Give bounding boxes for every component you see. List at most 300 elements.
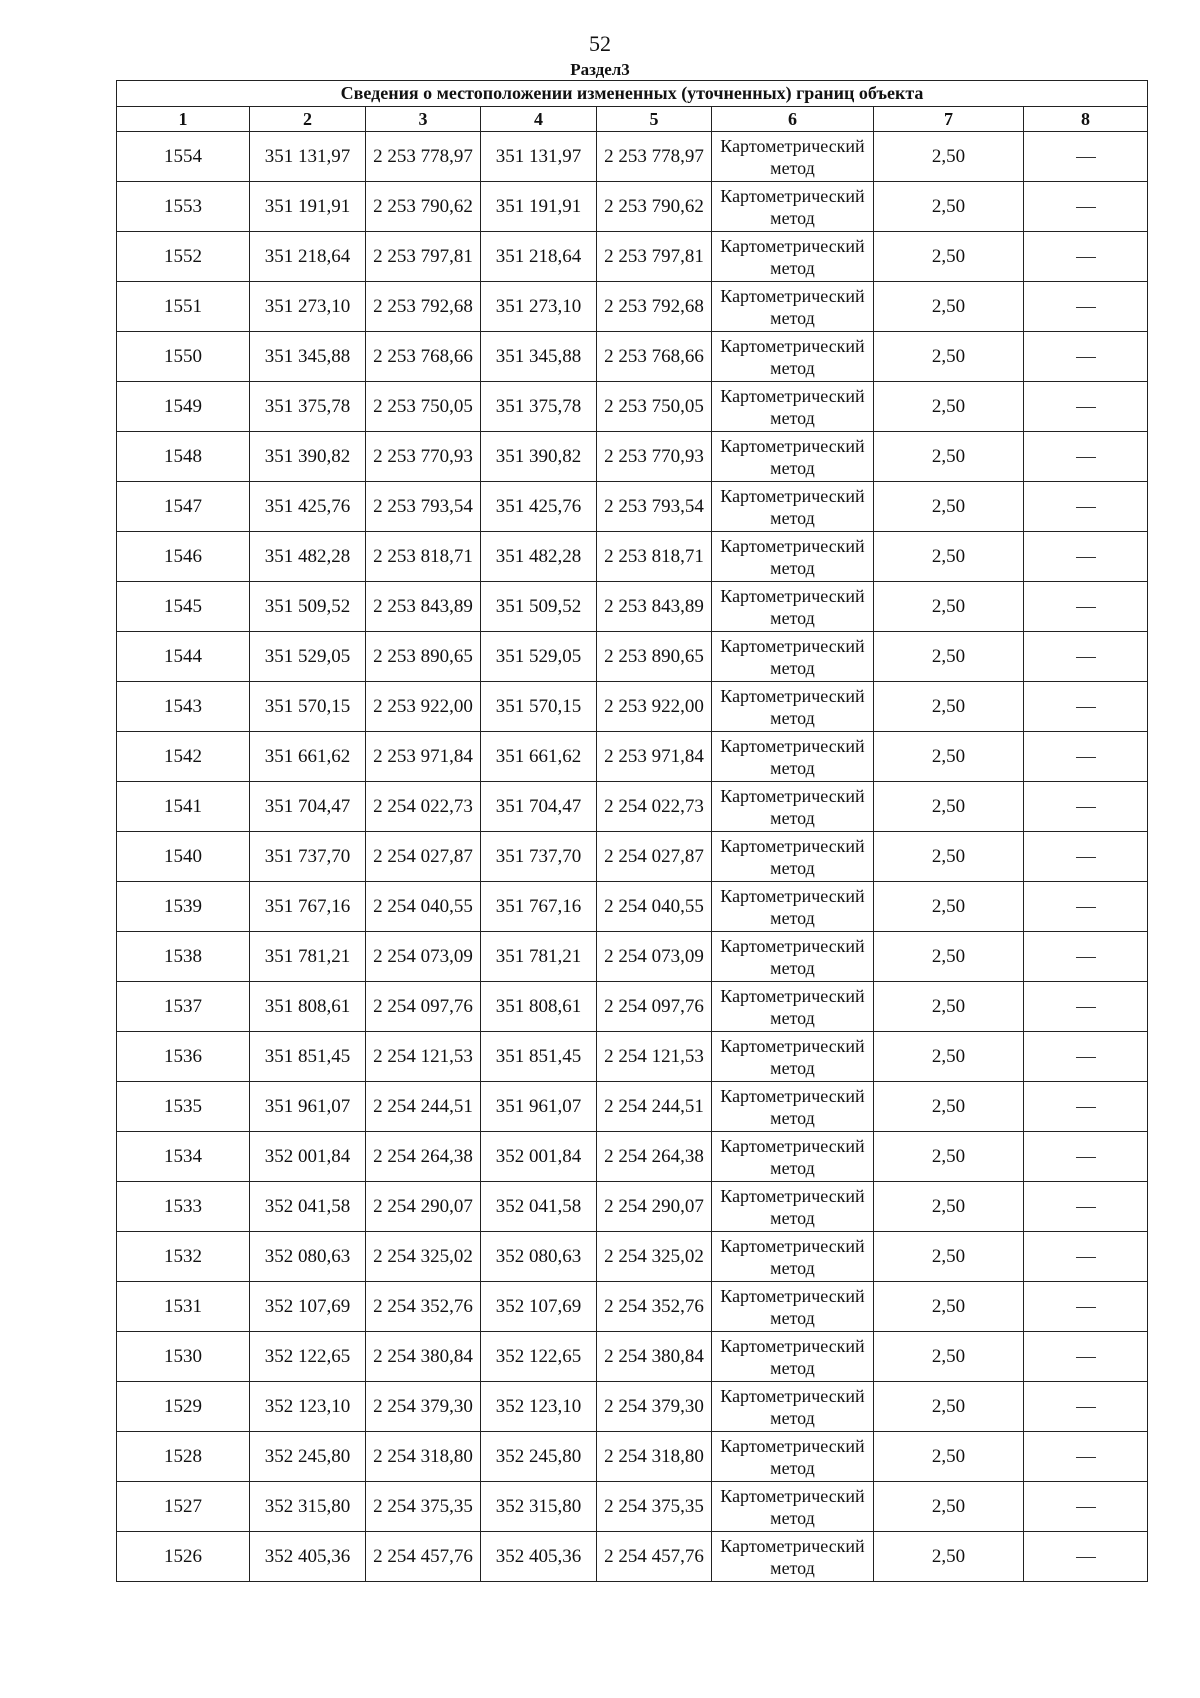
refined-y-cell: 2 253 971,84 (597, 732, 712, 782)
point-number-cell: 1527 (117, 1482, 250, 1532)
note-cell (1024, 532, 1148, 582)
existing-y-cell: 2 254 022,73 (366, 782, 481, 832)
point-number-cell: 1528 (117, 1432, 250, 1482)
point-number-cell: 1550 (117, 332, 250, 382)
note-cell (1024, 1082, 1148, 1132)
refined-x-cell: 352 041,58 (481, 1182, 597, 1232)
method-cell: Картометрический метод (712, 882, 874, 932)
table-row (117, 1282, 1148, 1332)
existing-y-cell: 2 254 121,53 (366, 1032, 481, 1082)
dash-mark (1076, 707, 1096, 708)
method-cell: Картометрический метод (712, 1382, 874, 1432)
existing-x-cell: 352 080,63 (250, 1232, 366, 1282)
method-cell: Картометрический метод (712, 1232, 874, 1282)
existing-y-cell: 2 254 244,51 (366, 1082, 481, 1132)
existing-x-cell: 351 737,70 (250, 832, 366, 882)
point-number-cell: 1541 (117, 782, 250, 832)
point-number-cell: 1542 (117, 732, 250, 782)
table-row (117, 1082, 1148, 1132)
method-cell: Картометрический метод (712, 1132, 874, 1182)
column-number-3: 3 (366, 107, 481, 132)
accuracy-cell: 2,50 (874, 882, 1024, 932)
refined-x-cell: 351 482,28 (481, 532, 597, 582)
method-cell: Картометрический метод (712, 1032, 874, 1082)
refined-x-cell: 351 808,61 (481, 982, 597, 1032)
note-cell (1024, 282, 1148, 332)
note-cell (1024, 832, 1148, 882)
refined-y-cell: 2 254 352,76 (597, 1282, 712, 1332)
dash-mark (1076, 1557, 1096, 1558)
accuracy-cell: 2,50 (874, 1232, 1024, 1282)
refined-y-cell: 2 254 379,30 (597, 1382, 712, 1432)
method-cell: Картометрический метод (712, 1182, 874, 1232)
accuracy-cell: 2,50 (874, 1132, 1024, 1182)
existing-y-cell: 2 254 457,76 (366, 1532, 481, 1582)
refined-y-cell: 2 253 797,81 (597, 232, 712, 282)
refined-y-cell: 2 253 770,93 (597, 432, 712, 482)
method-cell: Картометрический метод (712, 482, 874, 532)
dash-mark (1076, 1057, 1096, 1058)
dash-mark (1076, 557, 1096, 558)
point-number-cell: 1536 (117, 1032, 250, 1082)
method-cell: Картометрический метод (712, 532, 874, 582)
accuracy-cell: 2,50 (874, 382, 1024, 432)
note-cell (1024, 1432, 1148, 1482)
dash-mark (1076, 1207, 1096, 1208)
dash-mark (1076, 207, 1096, 208)
accuracy-cell: 2,50 (874, 782, 1024, 832)
accuracy-cell: 2,50 (874, 282, 1024, 332)
point-number-cell: 1539 (117, 882, 250, 932)
refined-y-cell: 2 254 097,76 (597, 982, 712, 1032)
existing-y-cell: 2 254 379,30 (366, 1382, 481, 1432)
point-number-cell: 1537 (117, 982, 250, 1032)
note-cell (1024, 332, 1148, 382)
note-cell (1024, 1032, 1148, 1082)
accuracy-cell: 2,50 (874, 1082, 1024, 1132)
refined-x-cell: 352 245,80 (481, 1432, 597, 1482)
dash-mark (1076, 1257, 1096, 1258)
dash-mark (1076, 607, 1096, 608)
table-row (117, 1382, 1148, 1432)
accuracy-cell: 2,50 (874, 1382, 1024, 1432)
dash-mark (1076, 807, 1096, 808)
table-row (117, 1482, 1148, 1532)
method-cell: Картометрический метод (712, 732, 874, 782)
refined-y-cell: 2 254 264,38 (597, 1132, 712, 1182)
refined-x-cell: 351 661,62 (481, 732, 597, 782)
refined-y-cell: 2 253 790,62 (597, 182, 712, 232)
table-row (117, 1182, 1148, 1232)
accuracy-cell: 2,50 (874, 982, 1024, 1032)
dash-mark (1076, 1507, 1096, 1508)
dash-mark (1076, 157, 1096, 158)
accuracy-cell: 2,50 (874, 532, 1024, 582)
existing-y-cell: 2 254 318,80 (366, 1432, 481, 1482)
note-cell (1024, 632, 1148, 682)
existing-y-cell: 2 253 770,93 (366, 432, 481, 482)
column-number-8: 8 (1024, 107, 1148, 132)
accuracy-cell: 2,50 (874, 1482, 1024, 1532)
dash-mark (1076, 307, 1096, 308)
page-number: 52 (589, 31, 611, 56)
point-number-cell: 1553 (117, 182, 250, 232)
existing-y-cell: 2 253 922,00 (366, 682, 481, 732)
existing-x-cell: 351 509,52 (250, 582, 366, 632)
accuracy-cell: 2,50 (874, 1432, 1024, 1482)
dash-mark (1076, 857, 1096, 858)
existing-x-cell: 351 218,64 (250, 232, 366, 282)
point-number-cell: 1545 (117, 582, 250, 632)
refined-x-cell: 352 107,69 (481, 1282, 597, 1332)
method-cell: Картометрический метод (712, 132, 874, 182)
note-cell (1024, 1232, 1148, 1282)
table-row (117, 582, 1148, 632)
refined-y-cell: 2 253 778,97 (597, 132, 712, 182)
refined-x-cell: 352 315,80 (481, 1482, 597, 1532)
table-caption: Сведения о местоположении измененных (уточненных) границ объекта (117, 81, 1148, 107)
refined-y-cell: 2 254 244,51 (597, 1082, 712, 1132)
method-cell: Картометрический метод (712, 632, 874, 682)
existing-y-cell: 2 254 040,55 (366, 882, 481, 932)
table-row (117, 132, 1148, 182)
existing-x-cell: 351 191,91 (250, 182, 366, 232)
existing-x-cell: 351 529,05 (250, 632, 366, 682)
method-cell: Картометрический метод (712, 232, 874, 282)
refined-x-cell: 351 345,88 (481, 332, 597, 382)
existing-x-cell: 352 041,58 (250, 1182, 366, 1232)
point-number-cell: 1552 (117, 232, 250, 282)
point-number-cell: 1547 (117, 482, 250, 532)
column-number-6: 6 (712, 107, 874, 132)
note-cell (1024, 1382, 1148, 1432)
dash-mark (1076, 957, 1096, 958)
refined-x-cell: 352 123,10 (481, 1382, 597, 1432)
table-body (117, 132, 1148, 1582)
existing-y-cell: 2 253 768,66 (366, 332, 481, 382)
existing-x-cell: 351 808,61 (250, 982, 366, 1032)
dash-mark (1076, 457, 1096, 458)
refined-x-cell: 352 405,36 (481, 1532, 597, 1582)
note-cell (1024, 1282, 1148, 1332)
table-row (117, 482, 1148, 532)
existing-y-cell: 2 254 352,76 (366, 1282, 481, 1332)
note-cell (1024, 1332, 1148, 1382)
note-cell (1024, 1132, 1148, 1182)
existing-x-cell: 351 425,76 (250, 482, 366, 532)
accuracy-cell: 2,50 (874, 1282, 1024, 1332)
accuracy-cell: 2,50 (874, 732, 1024, 782)
method-cell: Картометрический метод (712, 282, 874, 332)
refined-x-cell: 352 122,65 (481, 1332, 597, 1382)
accuracy-cell: 2,50 (874, 1182, 1024, 1232)
refined-x-cell: 351 218,64 (481, 232, 597, 282)
refined-y-cell: 2 254 457,76 (597, 1532, 712, 1582)
point-number-cell: 1540 (117, 832, 250, 882)
section-title: Раздел3 (570, 60, 630, 79)
existing-y-cell: 2 253 790,62 (366, 182, 481, 232)
method-cell: Картометрический метод (712, 432, 874, 482)
refined-x-cell: 351 737,70 (481, 832, 597, 882)
dash-mark (1076, 657, 1096, 658)
point-number-cell: 1544 (117, 632, 250, 682)
accuracy-cell: 2,50 (874, 932, 1024, 982)
point-number-cell: 1538 (117, 932, 250, 982)
existing-y-cell: 2 253 750,05 (366, 382, 481, 432)
dash-mark (1076, 1407, 1096, 1408)
existing-y-cell: 2 254 325,02 (366, 1232, 481, 1282)
table-row (117, 932, 1148, 982)
method-cell: Картометрический метод (712, 1082, 874, 1132)
refined-y-cell: 2 253 792,68 (597, 282, 712, 332)
note-cell (1024, 1182, 1148, 1232)
refined-y-cell: 2 253 750,05 (597, 382, 712, 432)
note-cell (1024, 732, 1148, 782)
method-cell: Картометрический метод (712, 582, 874, 632)
existing-y-cell: 2 253 778,97 (366, 132, 481, 182)
refined-y-cell: 2 254 380,84 (597, 1332, 712, 1382)
existing-x-cell: 351 273,10 (250, 282, 366, 332)
refined-x-cell: 351 131,97 (481, 132, 597, 182)
existing-x-cell: 351 961,07 (250, 1082, 366, 1132)
point-number-cell: 1548 (117, 432, 250, 482)
table-row (117, 532, 1148, 582)
existing-x-cell: 352 405,36 (250, 1532, 366, 1582)
point-number-cell: 1529 (117, 1382, 250, 1432)
dash-mark (1076, 1107, 1096, 1108)
note-cell (1024, 582, 1148, 632)
refined-y-cell: 2 254 318,80 (597, 1432, 712, 1482)
existing-y-cell: 2 253 890,65 (366, 632, 481, 682)
note-cell (1024, 432, 1148, 482)
existing-x-cell: 351 704,47 (250, 782, 366, 832)
note-cell (1024, 682, 1148, 732)
existing-y-cell: 2 254 290,07 (366, 1182, 481, 1232)
existing-x-cell: 351 390,82 (250, 432, 366, 482)
refined-x-cell: 351 425,76 (481, 482, 597, 532)
note-cell (1024, 182, 1148, 232)
method-cell: Картометрический метод (712, 682, 874, 732)
refined-x-cell: 351 570,15 (481, 682, 597, 732)
column-number-5: 5 (597, 107, 712, 132)
accuracy-cell: 2,50 (874, 832, 1024, 882)
table-row (117, 632, 1148, 682)
existing-x-cell: 352 123,10 (250, 1382, 366, 1432)
method-cell: Картометрический метод (712, 832, 874, 882)
note-cell (1024, 882, 1148, 932)
note-cell (1024, 232, 1148, 282)
method-cell: Картометрический метод (712, 382, 874, 432)
point-number-cell: 1526 (117, 1532, 250, 1582)
note-cell (1024, 1482, 1148, 1532)
existing-x-cell: 352 245,80 (250, 1432, 366, 1482)
method-cell: Картометрический метод (712, 1432, 874, 1482)
dash-mark (1076, 757, 1096, 758)
method-cell: Картометрический метод (712, 782, 874, 832)
method-cell: Картометрический метод (712, 1332, 874, 1382)
table-row (117, 332, 1148, 382)
note-cell (1024, 482, 1148, 532)
table-row (117, 1332, 1148, 1382)
refined-y-cell: 2 254 022,73 (597, 782, 712, 832)
existing-x-cell: 351 375,78 (250, 382, 366, 432)
point-number-cell: 1534 (117, 1132, 250, 1182)
point-number-cell: 1549 (117, 382, 250, 432)
existing-x-cell: 351 482,28 (250, 532, 366, 582)
table-row (117, 882, 1148, 932)
dash-mark (1076, 257, 1096, 258)
existing-x-cell: 351 661,62 (250, 732, 366, 782)
refined-x-cell: 351 273,10 (481, 282, 597, 332)
point-number-cell: 1531 (117, 1282, 250, 1332)
table-row (117, 982, 1148, 1032)
refined-y-cell: 2 254 121,53 (597, 1032, 712, 1082)
refined-y-cell: 2 253 843,89 (597, 582, 712, 632)
existing-x-cell: 351 570,15 (250, 682, 366, 732)
table-row (117, 1432, 1148, 1482)
point-number-cell: 1543 (117, 682, 250, 732)
refined-x-cell: 352 001,84 (481, 1132, 597, 1182)
accuracy-cell: 2,50 (874, 432, 1024, 482)
accuracy-cell: 2,50 (874, 632, 1024, 682)
accuracy-cell: 2,50 (874, 1032, 1024, 1082)
method-cell: Картометрический метод (712, 182, 874, 232)
refined-y-cell: 2 254 040,55 (597, 882, 712, 932)
note-cell (1024, 932, 1148, 982)
method-cell: Картометрический метод (712, 1532, 874, 1582)
point-number-cell: 1532 (117, 1232, 250, 1282)
existing-x-cell: 351 345,88 (250, 332, 366, 382)
refined-y-cell: 2 253 793,54 (597, 482, 712, 532)
accuracy-cell: 2,50 (874, 232, 1024, 282)
existing-x-cell: 352 001,84 (250, 1132, 366, 1182)
dash-mark (1076, 1157, 1096, 1158)
column-number-2: 2 (250, 107, 366, 132)
existing-x-cell: 351 851,45 (250, 1032, 366, 1082)
refined-x-cell: 351 529,05 (481, 632, 597, 682)
refined-x-cell: 351 390,82 (481, 432, 597, 482)
point-number-cell: 1533 (117, 1182, 250, 1232)
point-number-cell: 1546 (117, 532, 250, 582)
note-cell (1024, 382, 1148, 432)
existing-y-cell: 2 254 375,35 (366, 1482, 481, 1532)
dash-mark (1076, 907, 1096, 908)
accuracy-cell: 2,50 (874, 182, 1024, 232)
refined-y-cell: 2 254 290,07 (597, 1182, 712, 1232)
column-number-row (117, 107, 1148, 132)
dash-mark (1076, 1357, 1096, 1358)
table-row (117, 832, 1148, 882)
dash-mark (1076, 1457, 1096, 1458)
refined-x-cell: 351 781,21 (481, 932, 597, 982)
existing-y-cell: 2 254 073,09 (366, 932, 481, 982)
table-row (117, 282, 1148, 332)
boundary-coordinates-table (116, 80, 1148, 1582)
existing-x-cell: 352 122,65 (250, 1332, 366, 1382)
existing-x-cell: 351 767,16 (250, 882, 366, 932)
table-row (117, 782, 1148, 832)
column-number-7: 7 (874, 107, 1024, 132)
existing-x-cell: 352 107,69 (250, 1282, 366, 1332)
refined-x-cell: 351 509,52 (481, 582, 597, 632)
accuracy-cell: 2,50 (874, 332, 1024, 382)
existing-x-cell: 351 781,21 (250, 932, 366, 982)
accuracy-cell: 2,50 (874, 132, 1024, 182)
table-row (117, 1032, 1148, 1082)
existing-y-cell: 2 254 380,84 (366, 1332, 481, 1382)
refined-x-cell: 351 375,78 (481, 382, 597, 432)
accuracy-cell: 2,50 (874, 1332, 1024, 1382)
existing-y-cell: 2 254 264,38 (366, 1132, 481, 1182)
column-number-1: 1 (117, 107, 250, 132)
table-row (117, 182, 1148, 232)
column-number-4: 4 (481, 107, 597, 132)
existing-y-cell: 2 253 843,89 (366, 582, 481, 632)
dash-mark (1076, 1307, 1096, 1308)
existing-y-cell: 2 253 792,68 (366, 282, 481, 332)
refined-x-cell: 351 961,07 (481, 1082, 597, 1132)
accuracy-cell: 2,50 (874, 682, 1024, 732)
table-row (117, 732, 1148, 782)
refined-y-cell: 2 253 890,65 (597, 632, 712, 682)
dash-mark (1076, 357, 1096, 358)
refined-y-cell: 2 253 818,71 (597, 532, 712, 582)
dash-mark (1076, 1007, 1096, 1008)
existing-y-cell: 2 253 793,54 (366, 482, 481, 532)
table-row (117, 1532, 1148, 1582)
existing-y-cell: 2 254 027,87 (366, 832, 481, 882)
accuracy-cell: 2,50 (874, 1532, 1024, 1582)
table-row (117, 382, 1148, 432)
existing-y-cell: 2 253 818,71 (366, 532, 481, 582)
accuracy-cell: 2,50 (874, 482, 1024, 532)
point-number-cell: 1554 (117, 132, 250, 182)
method-cell: Картометрический метод (712, 982, 874, 1032)
existing-x-cell: 352 315,80 (250, 1482, 366, 1532)
refined-x-cell: 351 851,45 (481, 1032, 597, 1082)
existing-y-cell: 2 253 971,84 (366, 732, 481, 782)
refined-x-cell: 351 191,91 (481, 182, 597, 232)
point-number-cell: 1535 (117, 1082, 250, 1132)
refined-y-cell: 2 254 027,87 (597, 832, 712, 882)
method-cell: Картометрический метод (712, 1482, 874, 1532)
note-cell (1024, 1532, 1148, 1582)
point-number-cell: 1530 (117, 1332, 250, 1382)
refined-y-cell: 2 254 375,35 (597, 1482, 712, 1532)
refined-x-cell: 351 704,47 (481, 782, 597, 832)
note-cell (1024, 782, 1148, 832)
method-cell: Картометрический метод (712, 932, 874, 982)
method-cell: Картометрический метод (712, 332, 874, 382)
note-cell (1024, 132, 1148, 182)
refined-x-cell: 351 767,16 (481, 882, 597, 932)
table-row (117, 232, 1148, 282)
refined-y-cell: 2 254 325,02 (597, 1232, 712, 1282)
refined-y-cell: 2 253 768,66 (597, 332, 712, 382)
table-row (117, 1132, 1148, 1182)
refined-y-cell: 2 253 922,00 (597, 682, 712, 732)
point-number-cell: 1551 (117, 282, 250, 332)
method-cell: Картометрический метод (712, 1282, 874, 1332)
table-row (117, 682, 1148, 732)
existing-x-cell: 351 131,97 (250, 132, 366, 182)
refined-x-cell: 352 080,63 (481, 1232, 597, 1282)
accuracy-cell: 2,50 (874, 582, 1024, 632)
note-cell (1024, 982, 1148, 1032)
table-row (117, 432, 1148, 482)
existing-y-cell: 2 253 797,81 (366, 232, 481, 282)
refined-y-cell: 2 254 073,09 (597, 932, 712, 982)
